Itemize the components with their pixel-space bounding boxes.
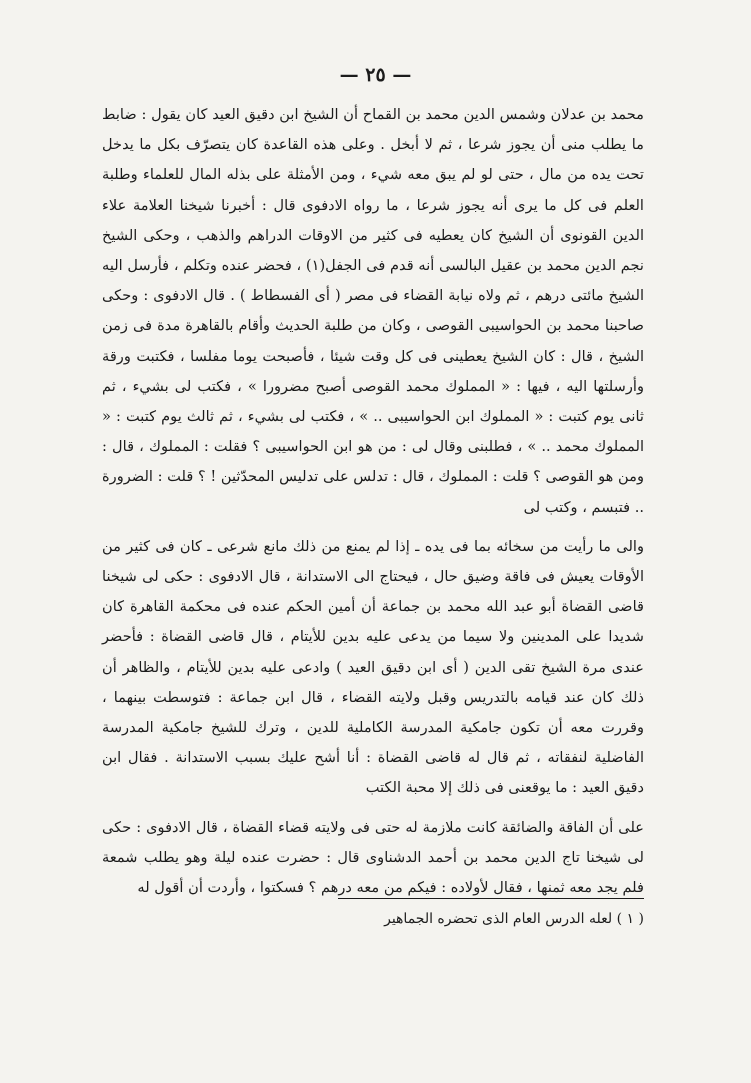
- page-number: — ٢٥ —: [339, 64, 412, 86]
- main-text: [102, 100, 644, 903]
- paragraph-2: والى ما رأيت من سخائه بما فى يده ـ إذا لم يمنع من ذلك مانع شرعى ـ كان فى كثير من الأوقات يعيش فى فاقة وضيق حال ، فيحتاج الى الاستدانة ، قال الادفوى : حكى لى شيخنا قاضى القضاة أبو عبد الله محمد بن جماعة أن أمين الحكم عنده فى محكمة القاهرة كان شديدا على المدينين ولا سيما من يدعى عليه بدين للأيتام ، قال قاضى القضاة : فأحضر عندى مرة الشيخ تقى الدين ( أى ابن دقيق العيد ) وادعى عليه بدين للأيتام ، والظاهر أن ذلك كان عند قيامه بالتدريس وقبل ولايته القضاء ، قال ابن جماعة : فتوسطت بينهما ، وقررت معه أن تكون جامكية المدرسة الكاملية للدين ، وترك للشيخ جامكية المدرسة الفاضلية لنفقاته ، ثم قال له قاضى القضاة : أنا أشح عليك بسبب الاستدانة . فقال ابن دقيق العيد : ما يوقعنى فى ذلك إلا محبة الكتب: [102, 537, 644, 797]
- footnote-divider: [338, 898, 644, 899]
- footnote: ( ١ ) لعله الدرس العام الذى تحضره الجماهير: [384, 911, 644, 927]
- paragraph-3: على أن الفاقة والضائقة كانت ملازمة له حتى فى ولايته قضاء القضاة ، قال الادفوى : حكى لى شيخنا تاج الدين محمد بن أحمد الدشناوى قال : حضرت عنده ليلة وهو يطلب شمعة فلم يجد معه ثمنها ، فقال لأولاده : فيكم من معه درهم ؟ فسكتوا ، وأردت أن أقول له: [102, 818, 644, 897]
- paragraph-1: محمد بن عدلان وشمس الدين محمد بن القماح أن الشيخ ابن دقيق العيد كان يقول : ضابط ما يطلب منى أن يجوز شرعا ، ثم لا أبخل . وعلى هذه القاعدة كان يتصرّف بكل ما يدخل تحت يده من مال ، حتى لو لم يبق معه شيء ، ومن الأمثلة على بذله المال للعلماء وطلبة العلم فى كل ما يرى أنه يجوز شرعا ، ما رواه الادفوى قال : أخبرنا شيخنا العلامة علاء الدين القونوى أن الشيخ كان يعطيه فى كثير من الاوقات الدراهم والذهب ، وحكى الشيخ نجم الدين محمد بن عقيل البالسى أنه قدم فى الجفل(١) ، فحضر عنده وتكلم ، فأرسل اليه الشيخ مائتى درهم ، ثم ولاه نيابة القضاء فى مصر ( أى الفسطاط ) . قال الادفوى : وحكى صاحبنا محمد بن الحواسيبى القوصى ، وكان من طلبة الحديث وأقام بالقاهرة مدة فى زمن الشيخ ، قال : كان الشيخ يعطينى فى كل وقت شيئا ، فأصبحت يوما مفلسا ، فكتبت ورقة وأرسلتها اليه ، فيها : « المملوك محمد القوصى أصبح مضرورا » ، فكتب لى بشيء ، ثم ثانى يوم كتبت : « المملوك ابن الحواسيبى .. » ، فكتب لى بشيء ، ثم ثالث يوم كتبت : « المملوك محمد .. » ، فطلبنى وقال لى : من هو ابن الحواسيبى ؟ فقلت : المملوك ، قال : ومن هو القوصى ؟ قلت : المملوك ، قال : تدلس على تدليس المحدّثين ! ؟ قلت : الضرورة .. فتبسم ، وكتب لى: [102, 106, 644, 516]
